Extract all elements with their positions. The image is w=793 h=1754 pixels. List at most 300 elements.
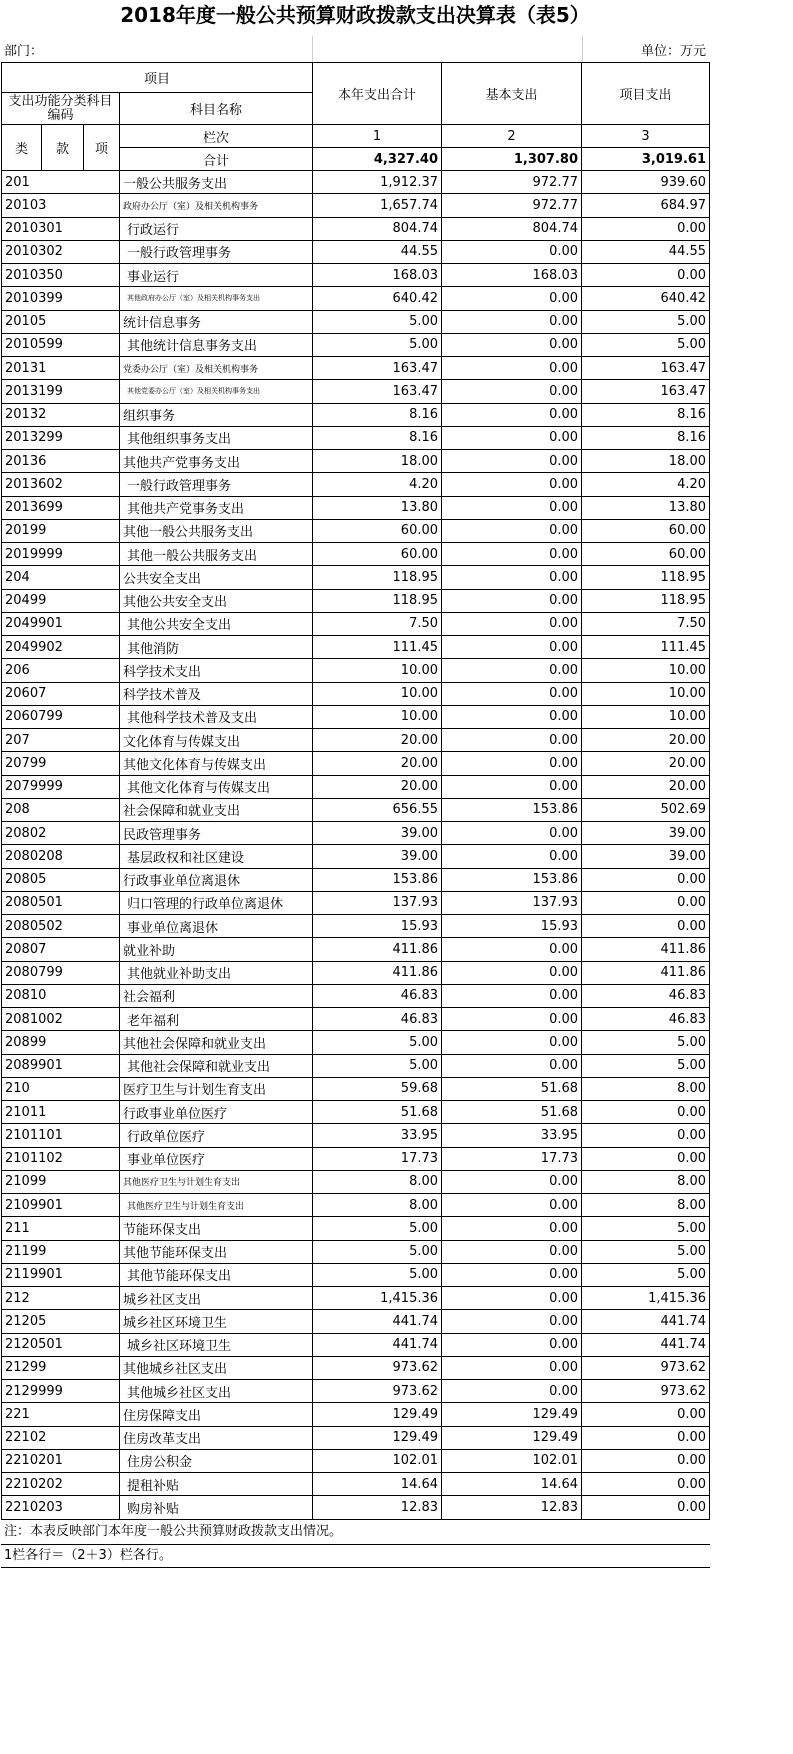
row-total: 163.47 bbox=[313, 380, 442, 403]
row-subject-name: 行政运行 bbox=[120, 217, 313, 240]
row-total: 13.80 bbox=[313, 496, 442, 519]
row-total: 4.20 bbox=[313, 473, 442, 496]
row-project: 163.47 bbox=[582, 357, 710, 380]
row-subject-name: 其他节能环保支出 bbox=[120, 1263, 313, 1286]
row-total: 10.00 bbox=[313, 682, 442, 705]
header-subject-name: 科目名称 bbox=[120, 93, 313, 125]
row-total: 102.01 bbox=[313, 1449, 442, 1472]
row-project: 5.00 bbox=[582, 333, 710, 356]
header-col-number-1: 1 bbox=[313, 125, 442, 148]
table-row bbox=[2, 240, 710, 263]
row-basic: 0.00 bbox=[442, 938, 582, 961]
row-project: 10.00 bbox=[582, 659, 710, 682]
row-code: 2010350 bbox=[2, 264, 120, 287]
row-total: 5.00 bbox=[313, 1240, 442, 1263]
row-subject-name: 社会保障和就业支出 bbox=[120, 798, 313, 821]
row-code: 2013602 bbox=[2, 473, 120, 496]
footnote-formula: 1栏各行＝（2＋3）栏各行。 bbox=[1, 1544, 710, 1568]
table-row bbox=[2, 729, 710, 752]
row-total: 33.95 bbox=[313, 1124, 442, 1147]
row-total: 10.00 bbox=[313, 705, 442, 728]
row-basic: 0.00 bbox=[442, 1380, 582, 1403]
row-total: 8.16 bbox=[313, 403, 442, 426]
row-project: 441.74 bbox=[582, 1333, 710, 1356]
row-code: 2089901 bbox=[2, 1054, 120, 1077]
row-subject-name: 政府办公厅（室）及相关机构事务 bbox=[120, 194, 313, 217]
row-basic: 0.00 bbox=[442, 775, 582, 798]
row-basic: 15.93 bbox=[442, 915, 582, 938]
table-row bbox=[2, 473, 710, 496]
row-code: 2019999 bbox=[2, 543, 120, 566]
row-basic: 0.00 bbox=[442, 519, 582, 542]
row-project: 20.00 bbox=[582, 752, 710, 775]
row-subject-name: 其他医疗卫生与计划生育支出 bbox=[120, 1170, 313, 1193]
row-basic: 0.00 bbox=[442, 1054, 582, 1077]
row-total: 1,657.74 bbox=[313, 194, 442, 217]
row-code: 2049902 bbox=[2, 636, 120, 659]
table-row bbox=[2, 612, 710, 635]
row-subject-name: 基层政权和社区建设 bbox=[120, 845, 313, 868]
row-project: 118.95 bbox=[582, 589, 710, 612]
row-project: 13.80 bbox=[582, 496, 710, 519]
header-kuan: 款 bbox=[42, 125, 84, 171]
row-subject-name: 事业运行 bbox=[120, 264, 313, 287]
row-basic: 0.00 bbox=[442, 1310, 582, 1333]
row-subject-name: 其他公共安全支出 bbox=[120, 612, 313, 635]
table-row bbox=[2, 822, 710, 845]
row-code: 2049901 bbox=[2, 612, 120, 635]
row-subject-name: 其他统计信息事务支出 bbox=[120, 333, 313, 356]
row-total: 640.42 bbox=[313, 287, 442, 310]
total-project: 3,019.61 bbox=[582, 148, 710, 171]
table-row bbox=[2, 1077, 710, 1100]
row-project: 0.00 bbox=[582, 264, 710, 287]
table-row bbox=[2, 961, 710, 984]
row-subject-name: 事业单位离退休 bbox=[120, 915, 313, 938]
row-subject-name: 其他一般公共服务支出 bbox=[120, 543, 313, 566]
row-subject-name: 民政管理事务 bbox=[120, 822, 313, 845]
row-project: 5.00 bbox=[582, 1031, 710, 1054]
row-project: 5.00 bbox=[582, 1263, 710, 1286]
row-basic: 51.68 bbox=[442, 1101, 582, 1124]
row-code: 20132 bbox=[2, 403, 120, 426]
table-row bbox=[2, 752, 710, 775]
row-subject-name: 住房保障支出 bbox=[120, 1403, 313, 1426]
table-row bbox=[2, 380, 710, 403]
row-subject-name: 就业补助 bbox=[120, 938, 313, 961]
row-basic: 0.00 bbox=[442, 1031, 582, 1054]
table-row bbox=[2, 798, 710, 821]
row-subject-name: 行政事业单位医疗 bbox=[120, 1101, 313, 1124]
row-code: 2013199 bbox=[2, 380, 120, 403]
row-total: 10.00 bbox=[313, 659, 442, 682]
table-row bbox=[2, 450, 710, 473]
table-row bbox=[2, 171, 710, 194]
row-total: 20.00 bbox=[313, 752, 442, 775]
row-code: 2210203 bbox=[2, 1496, 120, 1519]
row-subject-name: 其他公共安全支出 bbox=[120, 589, 313, 612]
row-basic: 0.00 bbox=[442, 1333, 582, 1356]
row-code: 2010302 bbox=[2, 240, 120, 263]
row-basic: 51.68 bbox=[442, 1077, 582, 1100]
table-row bbox=[2, 194, 710, 217]
row-project: 18.00 bbox=[582, 450, 710, 473]
row-basic: 0.00 bbox=[442, 1194, 582, 1217]
row-total: 168.03 bbox=[313, 264, 442, 287]
row-code: 20105 bbox=[2, 310, 120, 333]
row-total: 5.00 bbox=[313, 1031, 442, 1054]
row-project: 8.00 bbox=[582, 1194, 710, 1217]
table-row bbox=[2, 1147, 710, 1170]
row-project: 44.55 bbox=[582, 240, 710, 263]
row-subject-name: 城乡社区环境卫生 bbox=[120, 1333, 313, 1356]
table-row bbox=[2, 1426, 710, 1449]
row-project: 0.00 bbox=[582, 1473, 710, 1496]
table-row bbox=[2, 1194, 710, 1217]
row-project: 111.45 bbox=[582, 636, 710, 659]
row-subject-name: 购房补贴 bbox=[120, 1496, 313, 1519]
row-subject-name: 其他就业补助支出 bbox=[120, 961, 313, 984]
row-total: 656.55 bbox=[313, 798, 442, 821]
row-total: 1,415.36 bbox=[313, 1287, 442, 1310]
row-subject-name: 事业单位医疗 bbox=[120, 1147, 313, 1170]
row-code: 2060799 bbox=[2, 705, 120, 728]
row-project: 973.62 bbox=[582, 1380, 710, 1403]
table-row bbox=[2, 217, 710, 240]
row-basic: 0.00 bbox=[442, 1287, 582, 1310]
table-row bbox=[2, 1170, 710, 1193]
row-total: 5.00 bbox=[313, 1263, 442, 1286]
row-code: 2080501 bbox=[2, 891, 120, 914]
row-project: 1,415.36 bbox=[582, 1287, 710, 1310]
row-project: 0.00 bbox=[582, 1496, 710, 1519]
row-subject-name: 其他政府办公厅（室）及相关机构事务支出 bbox=[120, 287, 313, 310]
row-code: 2119901 bbox=[2, 1263, 120, 1286]
header-col-total: 本年支出合计 bbox=[313, 63, 442, 125]
table-row bbox=[2, 543, 710, 566]
row-total: 441.74 bbox=[313, 1310, 442, 1333]
row-basic: 0.00 bbox=[442, 961, 582, 984]
row-project: 441.74 bbox=[582, 1310, 710, 1333]
row-project: 0.00 bbox=[582, 1124, 710, 1147]
row-basic: 0.00 bbox=[442, 543, 582, 566]
row-basic: 0.00 bbox=[442, 496, 582, 519]
row-basic: 0.00 bbox=[442, 752, 582, 775]
row-basic: 0.00 bbox=[442, 380, 582, 403]
row-basic: 0.00 bbox=[442, 705, 582, 728]
row-subject-name: 归口管理的行政单位离退休 bbox=[120, 891, 313, 914]
row-total: 8.00 bbox=[313, 1194, 442, 1217]
row-basic: 17.73 bbox=[442, 1147, 582, 1170]
row-project: 163.47 bbox=[582, 380, 710, 403]
table-row bbox=[2, 1380, 710, 1403]
row-subject-name: 其他党委办公厅（室）及相关机构事务支出 bbox=[120, 380, 313, 403]
row-total: 59.68 bbox=[313, 1077, 442, 1100]
row-code: 22102 bbox=[2, 1426, 120, 1449]
row-code: 212 bbox=[2, 1287, 120, 1310]
row-basic: 0.00 bbox=[442, 1356, 582, 1379]
row-code: 2210201 bbox=[2, 1449, 120, 1472]
row-project: 60.00 bbox=[582, 519, 710, 542]
row-project: 5.00 bbox=[582, 1054, 710, 1077]
row-project: 20.00 bbox=[582, 729, 710, 752]
row-subject-name: 一般行政管理事务 bbox=[120, 240, 313, 263]
header-lei: 类 bbox=[2, 125, 42, 171]
row-total: 46.83 bbox=[313, 1008, 442, 1031]
row-basic: 0.00 bbox=[442, 1170, 582, 1193]
row-basic: 0.00 bbox=[442, 1263, 582, 1286]
table-row bbox=[2, 1263, 710, 1286]
row-basic: 0.00 bbox=[442, 310, 582, 333]
table-row bbox=[2, 868, 710, 891]
row-basic: 129.49 bbox=[442, 1426, 582, 1449]
row-total: 12.83 bbox=[313, 1496, 442, 1519]
row-basic: 33.95 bbox=[442, 1124, 582, 1147]
row-total: 5.00 bbox=[313, 1054, 442, 1077]
row-total: 60.00 bbox=[313, 543, 442, 566]
table-row bbox=[2, 403, 710, 426]
table-row bbox=[2, 984, 710, 1007]
row-project: 5.00 bbox=[582, 1240, 710, 1263]
row-subject-name: 提租补贴 bbox=[120, 1473, 313, 1496]
row-total: 441.74 bbox=[313, 1333, 442, 1356]
row-code: 2101101 bbox=[2, 1124, 120, 1147]
row-code: 211 bbox=[2, 1217, 120, 1240]
row-total: 8.16 bbox=[313, 426, 442, 449]
row-project: 118.95 bbox=[582, 566, 710, 589]
row-total: 129.49 bbox=[313, 1426, 442, 1449]
row-total: 137.93 bbox=[313, 891, 442, 914]
table-body bbox=[2, 171, 710, 1520]
row-total: 17.73 bbox=[313, 1147, 442, 1170]
row-basic: 0.00 bbox=[442, 287, 582, 310]
row-code: 2013299 bbox=[2, 426, 120, 449]
row-code: 2013699 bbox=[2, 496, 120, 519]
total-basic: 1,307.80 bbox=[442, 148, 582, 171]
row-code: 2079999 bbox=[2, 775, 120, 798]
row-basic: 0.00 bbox=[442, 659, 582, 682]
row-code: 20810 bbox=[2, 984, 120, 1007]
row-code: 201 bbox=[2, 171, 120, 194]
table-row bbox=[2, 1473, 710, 1496]
row-project: 39.00 bbox=[582, 822, 710, 845]
row-basic: 0.00 bbox=[442, 682, 582, 705]
row-subject-name: 一般公共服务支出 bbox=[120, 171, 313, 194]
header-col-project: 项目支出 bbox=[582, 63, 710, 125]
row-basic: 0.00 bbox=[442, 426, 582, 449]
row-subject-name: 其他一般公共服务支出 bbox=[120, 519, 313, 542]
row-basic: 0.00 bbox=[442, 473, 582, 496]
unit-label: 单位：万元 bbox=[640, 44, 706, 59]
row-project: 10.00 bbox=[582, 705, 710, 728]
row-total: 20.00 bbox=[313, 729, 442, 752]
row-code: 2010399 bbox=[2, 287, 120, 310]
table-row bbox=[2, 1310, 710, 1333]
row-subject-name: 城乡社区支出 bbox=[120, 1287, 313, 1310]
table-row bbox=[2, 1333, 710, 1356]
row-total: 14.64 bbox=[313, 1473, 442, 1496]
row-project: 20.00 bbox=[582, 775, 710, 798]
row-subject-name: 其他社会保障和就业支出 bbox=[120, 1031, 313, 1054]
header-lanci: 栏次 bbox=[120, 125, 313, 148]
row-total: 1,912.37 bbox=[313, 171, 442, 194]
table-row bbox=[2, 287, 710, 310]
table-row bbox=[2, 659, 710, 682]
row-total: 44.55 bbox=[313, 240, 442, 263]
row-basic: 0.00 bbox=[442, 403, 582, 426]
row-basic: 0.00 bbox=[442, 589, 582, 612]
row-total: 118.95 bbox=[313, 566, 442, 589]
row-subject-name: 一般行政管理事务 bbox=[120, 473, 313, 496]
row-code: 21099 bbox=[2, 1170, 120, 1193]
row-subject-name: 老年福利 bbox=[120, 1008, 313, 1031]
row-total: 39.00 bbox=[313, 822, 442, 845]
row-code: 20136 bbox=[2, 450, 120, 473]
row-project: 939.60 bbox=[582, 171, 710, 194]
row-basic: 0.00 bbox=[442, 612, 582, 635]
expenditure-table bbox=[1, 62, 710, 1520]
row-subject-name: 城乡社区环境卫生 bbox=[120, 1310, 313, 1333]
row-code: 2120501 bbox=[2, 1333, 120, 1356]
row-basic: 153.86 bbox=[442, 868, 582, 891]
table-row bbox=[2, 1008, 710, 1031]
table-row bbox=[2, 310, 710, 333]
table-row bbox=[2, 264, 710, 287]
row-total: 39.00 bbox=[313, 845, 442, 868]
row-total: 5.00 bbox=[313, 1217, 442, 1240]
row-code: 20899 bbox=[2, 1031, 120, 1054]
table-row bbox=[2, 682, 710, 705]
row-subject-name: 其他共产党事务支出 bbox=[120, 450, 313, 473]
row-total: 111.45 bbox=[313, 636, 442, 659]
row-subject-name: 其他城乡社区支出 bbox=[120, 1356, 313, 1379]
row-project: 640.42 bbox=[582, 287, 710, 310]
row-basic: 102.01 bbox=[442, 1449, 582, 1472]
row-basic: 972.77 bbox=[442, 171, 582, 194]
table-row bbox=[2, 333, 710, 356]
row-basic: 0.00 bbox=[442, 450, 582, 473]
table-row bbox=[2, 1240, 710, 1263]
row-project: 0.00 bbox=[582, 1147, 710, 1170]
row-code: 204 bbox=[2, 566, 120, 589]
row-project: 10.00 bbox=[582, 682, 710, 705]
row-project: 5.00 bbox=[582, 310, 710, 333]
row-basic: 14.64 bbox=[442, 1473, 582, 1496]
row-code: 20499 bbox=[2, 589, 120, 612]
row-code: 206 bbox=[2, 659, 120, 682]
table-row bbox=[2, 775, 710, 798]
row-subject-name: 公共安全支出 bbox=[120, 566, 313, 589]
row-subject-name: 其他组织事务支出 bbox=[120, 426, 313, 449]
table-row bbox=[2, 705, 710, 728]
row-basic: 0.00 bbox=[442, 1008, 582, 1031]
row-code: 207 bbox=[2, 729, 120, 752]
row-code: 2080502 bbox=[2, 915, 120, 938]
row-subject-name: 其他城乡社区支出 bbox=[120, 1380, 313, 1403]
header-item: 项目 bbox=[2, 63, 313, 93]
row-code: 221 bbox=[2, 1403, 120, 1426]
row-subject-name: 科学技术支出 bbox=[120, 659, 313, 682]
row-code: 2010599 bbox=[2, 333, 120, 356]
row-code: 21199 bbox=[2, 1240, 120, 1263]
table-row bbox=[2, 1449, 710, 1472]
table-row bbox=[2, 1403, 710, 1426]
row-project: 60.00 bbox=[582, 543, 710, 566]
row-code: 2080799 bbox=[2, 961, 120, 984]
row-code: 2081002 bbox=[2, 1008, 120, 1031]
row-code: 20799 bbox=[2, 752, 120, 775]
row-basic: 0.00 bbox=[442, 984, 582, 1007]
meta-divider bbox=[312, 36, 313, 62]
row-subject-name: 行政事业单位离退休 bbox=[120, 868, 313, 891]
row-subject-name: 社会福利 bbox=[120, 984, 313, 1007]
row-basic: 0.00 bbox=[442, 636, 582, 659]
row-total: 7.50 bbox=[313, 612, 442, 635]
row-basic: 153.86 bbox=[442, 798, 582, 821]
row-basic: 972.77 bbox=[442, 194, 582, 217]
row-project: 7.50 bbox=[582, 612, 710, 635]
row-total: 804.74 bbox=[313, 217, 442, 240]
row-code: 20131 bbox=[2, 357, 120, 380]
row-subject-name: 其他消防 bbox=[120, 636, 313, 659]
row-project: 8.16 bbox=[582, 403, 710, 426]
row-total: 973.62 bbox=[313, 1356, 442, 1379]
row-basic: 137.93 bbox=[442, 891, 582, 914]
row-subject-name: 其他文化体育与传媒支出 bbox=[120, 752, 313, 775]
row-basic: 0.00 bbox=[442, 822, 582, 845]
row-project: 411.86 bbox=[582, 961, 710, 984]
table-row bbox=[2, 1101, 710, 1124]
row-project: 0.00 bbox=[582, 1449, 710, 1472]
row-project: 0.00 bbox=[582, 915, 710, 938]
row-project: 411.86 bbox=[582, 938, 710, 961]
row-subject-name: 医疗卫生与计划生育支出 bbox=[120, 1077, 313, 1100]
row-project: 0.00 bbox=[582, 1403, 710, 1426]
row-code: 20103 bbox=[2, 194, 120, 217]
row-code: 2109901 bbox=[2, 1194, 120, 1217]
row-project: 0.00 bbox=[582, 1101, 710, 1124]
table-row bbox=[2, 496, 710, 519]
table-row bbox=[2, 357, 710, 380]
row-subject-name: 行政单位医疗 bbox=[120, 1124, 313, 1147]
meta-divider bbox=[582, 36, 583, 62]
row-code: 2210202 bbox=[2, 1473, 120, 1496]
table-row bbox=[2, 589, 710, 612]
header-col-number-2: 2 bbox=[442, 125, 582, 148]
row-project: 502.69 bbox=[582, 798, 710, 821]
row-basic: 0.00 bbox=[442, 1240, 582, 1263]
row-subject-name: 组织事务 bbox=[120, 403, 313, 426]
row-subject-name: 节能环保支出 bbox=[120, 1217, 313, 1240]
row-basic: 0.00 bbox=[442, 1217, 582, 1240]
table-row bbox=[2, 1496, 710, 1519]
row-subject-name: 文化体育与传媒支出 bbox=[120, 729, 313, 752]
row-project: 0.00 bbox=[582, 868, 710, 891]
table-row bbox=[2, 891, 710, 914]
header-col-number-3: 3 bbox=[582, 125, 710, 148]
row-code: 210 bbox=[2, 1077, 120, 1100]
row-basic: 0.00 bbox=[442, 845, 582, 868]
row-basic: 0.00 bbox=[442, 240, 582, 263]
row-project: 46.83 bbox=[582, 984, 710, 1007]
row-basic: 168.03 bbox=[442, 264, 582, 287]
row-total: 8.00 bbox=[313, 1170, 442, 1193]
header-col-basic: 基本支出 bbox=[442, 63, 582, 125]
page-title: 2018年度一般公共预算财政拨款支出决算表（表5） bbox=[120, 3, 590, 27]
total-label: 合计 bbox=[120, 148, 313, 171]
row-project: 973.62 bbox=[582, 1356, 710, 1379]
row-code: 21011 bbox=[2, 1101, 120, 1124]
